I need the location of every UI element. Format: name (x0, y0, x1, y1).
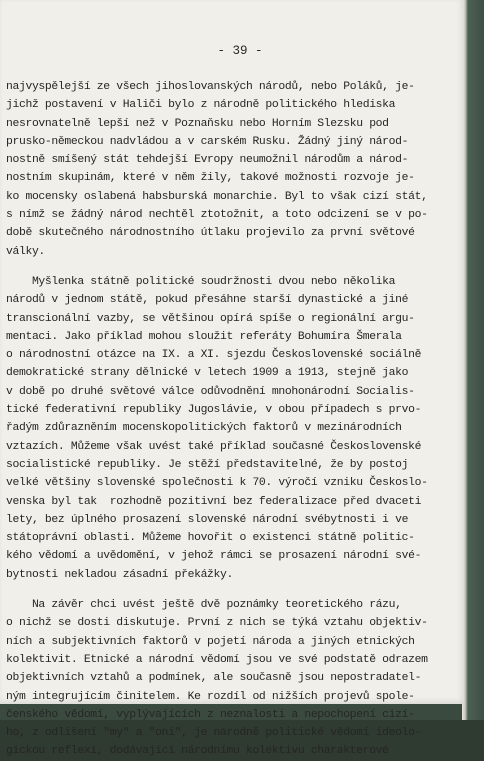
text-line: nesrovnatelně lepší než v Poznaňsku nebo Horním Slezsku pod (6, 117, 389, 130)
text-line: velké většiny slovenské společnosti k 70. výročí vzniku Českoslo- (6, 477, 428, 490)
paragraph-3 (6, 596, 456, 761)
text-line: řadým zdůrazněním mocenskopolitických faktorů v mezinárodních (6, 422, 402, 435)
text-line: době skutečného národnostního útlaku projevilo za první světové (6, 227, 415, 240)
text-line: jichž postavení v Haliči bylo z národně politického hlediska (6, 99, 396, 112)
body-text (6, 78, 456, 761)
text-line: prusko-německou nadvládou a v carském Rusku. Žádný jiný národ- (6, 135, 409, 148)
text-line: o nichž se dosti diskutuje. První z nich se týká vztahu objektiv- (6, 617, 428, 630)
text-line: ným integrujícím činitelem. Ke rozdíl od nižších projevů spole- (6, 690, 415, 703)
text-line: vztazích. Můžeme však uvést také příklad současné Československé (6, 440, 422, 453)
text-line: kého vědomí a uvědomění, v jehož rámci se prosazení národní své- (6, 550, 422, 563)
text-line: demokratické strany dělnické v letech 1909 a 1913, stejně jako (6, 367, 409, 380)
text-line: ho, z odlišení "my" a "oni", je národně politické vědomí ideolo- (6, 727, 422, 740)
book-cover-edge (462, 0, 484, 720)
text-line: Na závěr chci uvést ještě dvě poznámky teoretického rázu, (6, 599, 402, 612)
text-line: tické federativní republiky Jugoslávie, v obou případech s prvo- (6, 404, 422, 417)
text-line: socialistické republiky. Je stěží představitelné, že by postoj (6, 458, 409, 471)
text-line: s nímž se žádný národ nechtěl ztotožnit, a toto odcizení se v po- (6, 209, 428, 222)
text-line: kolektivit. Etnické a národní vědomí jsou ve své podstatě odrazem (6, 653, 428, 666)
paragraph-2 (6, 273, 456, 584)
text-line: Myšlenka státně politické soudržnosti dvou nebo několika (6, 275, 396, 288)
text-line: gickou reflexí, dodávající národnímu kolektivu charakterové (6, 745, 389, 758)
text-line: lety, bez úplného prosazení slovenské národní svébytnosti i ve (6, 513, 409, 526)
text-line: najvyspělejší ze všech jihoslovanských národů, nebo Poláků, je- (6, 81, 415, 93)
text-line: v době po druhé světové válce odůvodnění mnohonárodní Socialis- (6, 385, 415, 398)
text-line: mentaci. Jako příklad mohou sloužit referáty Bohumíra Šmerala (6, 330, 402, 343)
text-line: státoprávní oblasti. Můžeme hovořit o existenci státně politic- (6, 532, 415, 545)
text-line: národů v jednom státě, pokud přesáhne starší dynastické a jiné (6, 294, 409, 307)
text-line: ko mocensky oslabená habsburská monarchie. Byl to však cizí stát, (6, 190, 428, 203)
text-line: války. (6, 245, 45, 258)
text-line: objektivních vztahů a podmínek, ale současně jsou nepostradatel- (6, 672, 422, 685)
text-line: nostním skupinám, které v něm žily, takové možnosti rozvoje je- (6, 172, 415, 185)
text-line: čenského vědomí, vyplývajících z neznalosti a nepochopení cizí- (6, 708, 415, 721)
paragraph-1 (6, 78, 456, 261)
text-line: o národnostní otázce na IX. a XI. sjezdu Československé sociálně (6, 349, 422, 362)
text-line: ních a subjektivních faktorů v pojetí národa a jiných etnických (6, 635, 415, 648)
text-line: venska byl tak rozhodně pozitivní bez federalizace před dvaceti (6, 495, 422, 508)
text-line: transcionální vazby, se většinou opírá spíše o regionální argu- (6, 312, 415, 325)
text-line: nostně smíšený stát tehdejší Evropy neumožnil národům a národ- (6, 154, 409, 167)
text-line: bytnosti nekladou zásadní překážky. (6, 568, 233, 581)
page-number: - 39 - (217, 44, 263, 58)
